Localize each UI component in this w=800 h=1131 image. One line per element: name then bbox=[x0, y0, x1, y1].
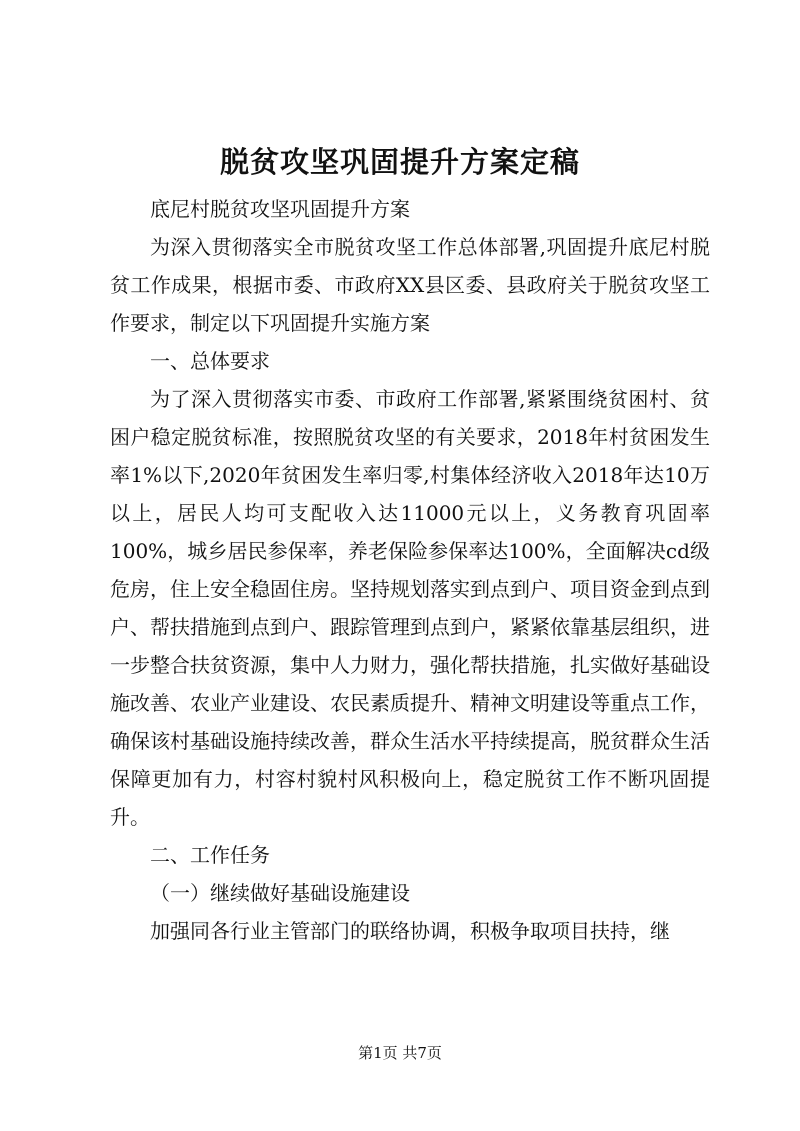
document-body bbox=[110, 190, 710, 950]
section-heading-work-tasks: 二、工作任务 bbox=[150, 843, 270, 867]
subsection-heading-infrastructure: （一）继续做好基础设施建设 bbox=[150, 881, 410, 905]
overall-requirements-paragraph: 为了深入贯彻落实市委、市政府工作部署,紧紧围绕贫困村、贫困户稳定脱贫标准，按照脱贫攻坚的有关要求，2018年村贫困发生率1%以下,2020年贫困发生率归零,村集体经济收入2018年达10万以上，居民人均可支配收入达11000元以上，义务教育巩固率100%，城乡居民参保率，养老保险参保率达100%，全面解决cd级危房，住上安全稳固住房。坚持规划落实到点到户、项目资金到点到户、帮扶措施到点到户、跟踪管理到点到户，紧紧依靠基层组织，进一步整合扶贫资源，集中人力财力，强化帮扶措施，扎实做好基础设施改善、农业产业建设、农民素质提升、精神文明建设等重点工作，确保该村基础设施持续改善，群众生活水平持续提高，脱贫群众生活保障更加有力，村容村貌村风积极向上，稳定脱贫工作不断巩固提升。 bbox=[110, 387, 710, 829]
intro-paragraph: 为深入贯彻落实全市脱贫攻坚工作总体部署,巩固提升底尼村脱贫工作成果，根据市委、市政府XX县区委、县政府关于脱贫攻坚工作要求，制定以下巩固提升实施方案 bbox=[110, 235, 710, 335]
document-title: 脱贫攻坚巩固提升方案定稿 bbox=[219, 145, 580, 179]
page-footer: 第1页 共7页 bbox=[358, 1044, 442, 1062]
subtitle-paragraph: 底尼村脱贫攻坚巩固提升方案 bbox=[150, 197, 410, 221]
section-heading-overall-requirements: 一、总体要求 bbox=[150, 349, 270, 373]
infrastructure-paragraph: 加强同各行业主管部门的联络协调，积极争取项目扶持，继 bbox=[150, 919, 670, 943]
